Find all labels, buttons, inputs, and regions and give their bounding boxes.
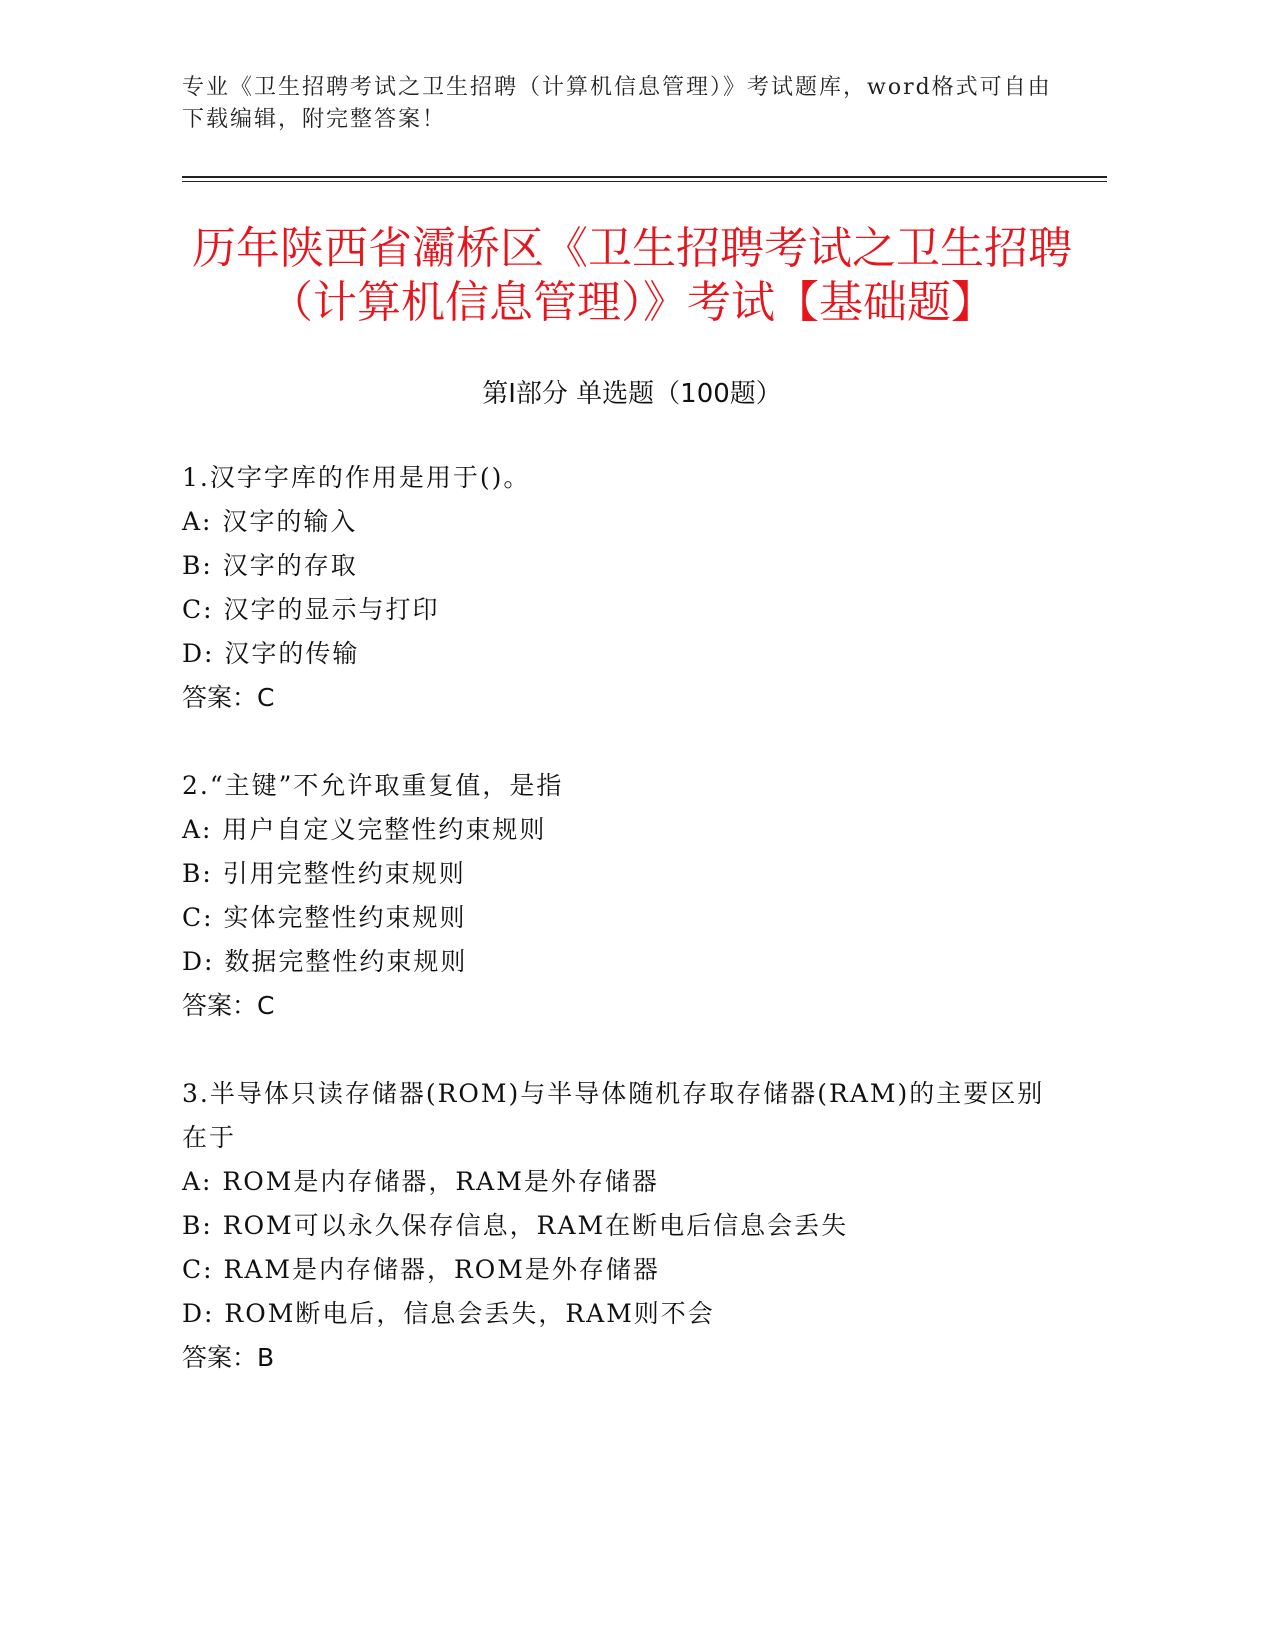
question-1 [182,456,1062,720]
document-title: 历年陕西省灞桥区《卫生招聘考试之卫生招聘（计算机信息管理）》考试【基础题】 [192,223,1072,328]
question-3 [182,1072,1062,1380]
option-b: B: ROM可以永久保存信息，RAM在断电后信息会丢失 [182,1211,849,1240]
question-2 [182,764,1062,1028]
option-c: C: 实体完整性约束规则 [182,903,467,932]
question-stem: 1.汉字字库的作用是用于()。 [182,463,531,492]
option-a: A: 汉字的输入 [182,507,358,536]
option-d: D: 汉字的传输 [182,639,360,668]
answer-line: 答案：C [182,991,275,1020]
header-divider-thick [182,176,1107,178]
option-b: B: 引用完整性约束规则 [182,859,466,888]
option-d: D: 数据完整性约束规则 [182,947,468,976]
option-a: A: ROM是内存储器，RAM是外存储器 [182,1167,659,1196]
option-a: A: 用户自定义完整性约束规则 [182,815,547,844]
header-divider-thin [182,181,1107,182]
answer-line: 答案：C [182,683,275,712]
section-heading: 第Ⅰ部分 单选题（100题） [482,379,782,409]
question-list [182,456,1062,1424]
option-c: C: RAM是内存储器，ROM是外存储器 [182,1255,660,1284]
option-d: D: ROM断电后，信息会丢失，RAM则不会 [182,1299,715,1328]
header-note: 专业《卫生招聘考试之卫生招聘（计算机信息管理）》考试题库，word格式可自由下载编辑，附完整答案！ [182,75,1052,132]
answer-line: 答案：B [182,1343,275,1372]
question-stem: 2.“主键”不允许取重复值，是指 [182,771,564,800]
question-stem: 3.半导体只读存储器(ROM)与半导体随机存取存储器(RAM)的主要区别在于 [182,1079,1045,1152]
option-b: B: 汉字的存取 [182,551,358,580]
option-c: C: 汉字的显示与打印 [182,595,440,624]
